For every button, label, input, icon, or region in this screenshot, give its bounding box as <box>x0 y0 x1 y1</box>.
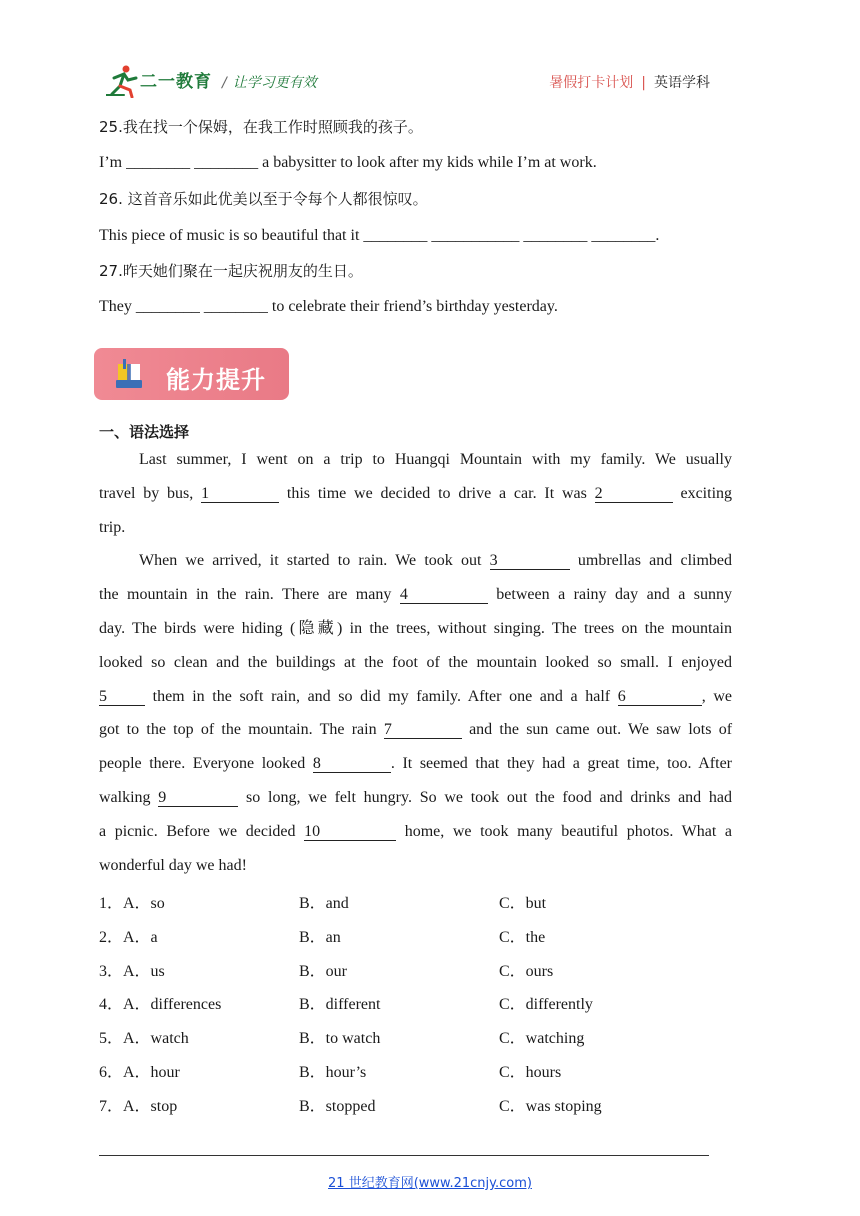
option-c[interactable]: C．was stoping <box>499 1097 602 1115</box>
blank-5[interactable]: 5 <box>99 688 145 706</box>
option-c[interactable]: C．watching <box>499 1030 585 1048</box>
option-c[interactable]: C．the <box>499 928 546 946</box>
badge-title: 能力提升 <box>166 366 266 394</box>
passage-line: trip. <box>99 518 126 536</box>
option-c[interactable]: C．hours <box>499 1063 562 1081</box>
passage-line: When we arrived, it started to rain. We took out 3 umbrellas and climbed <box>139 552 733 570</box>
option-c[interactable]: C．ours <box>499 962 554 980</box>
passage-line: people there. Everyone looked 8 . It seemed that they had a great time, too. After <box>99 755 733 773</box>
option-c[interactable]: C．differently <box>499 996 593 1014</box>
answer-options <box>99 882 739 1119</box>
blank-9[interactable]: 9 <box>158 789 238 807</box>
passage-line: Last summer, I went on a trip to Huangqi Mountain with my family. We usually <box>139 451 732 468</box>
slogan-separator: / <box>222 75 227 91</box>
question-27-english: They ________ ________ to celebrate their friend’s birthday yesterday. <box>99 298 558 315</box>
option-row <box>99 1051 739 1085</box>
passage-line: got to the top of the mountain. The rain 7 and the sun came out. We saw lots of <box>99 721 733 739</box>
passage-line: looked so clean and the buildings at the foot of the mountain looked so small. I enjoyed <box>99 653 732 671</box>
passage-line: travel by bus, 1 this time we decided to drive a car. It was 2 exciting <box>99 484 733 502</box>
option-b[interactable]: B．an <box>299 928 341 946</box>
question-27-chinese: 27.昨天她们聚在一起庆祝朋友的生日。 <box>99 262 363 280</box>
option-a[interactable]: 7．A．stop <box>99 1097 178 1115</box>
question-25-chinese: 25.我在找一个保姆，在我工作时照顾我的孩子。 <box>99 118 423 136</box>
header-right <box>549 72 710 92</box>
blank-7[interactable]: 7 <box>384 721 462 739</box>
option-row <box>99 916 739 950</box>
section-title: 一、语法选择 <box>99 423 190 441</box>
question-25-english: I’m ________ ________ a babysitter to look after my kids while I’m at work. <box>99 154 597 171</box>
option-a[interactable]: 1．A．so <box>99 895 165 912</box>
page-header <box>0 0 860 110</box>
passage <box>99 443 732 882</box>
footer-divider <box>99 1155 709 1156</box>
option-a[interactable]: 6．A．hour <box>99 1063 180 1081</box>
brand-name: 二一教育 <box>140 72 212 92</box>
option-b[interactable]: B．to watch <box>299 1030 381 1048</box>
subject-label: 英语学科 <box>654 75 710 91</box>
passage-line: day. The birds were hiding (隐藏) in the trees, without singing. The trees on the mountain <box>99 619 732 637</box>
passage-line: 5 them in the soft rain, and so did my family. After one and a half 6 , we <box>99 687 733 705</box>
blank-1[interactable]: 1 <box>201 485 279 503</box>
passage-line: walking 9 so long, we felt hungry. So we took out the food and drinks and had <box>99 788 733 806</box>
option-b[interactable]: B．hour’s <box>299 1063 367 1081</box>
blank-3[interactable]: 3 <box>490 552 570 570</box>
plan-label: 暑假打卡计划 <box>549 75 634 91</box>
header-divider: | <box>641 75 646 91</box>
footer-link[interactable]: 21 世纪教育网(www.21cnjy.com) <box>328 1176 532 1191</box>
passage-line: wonderful day we had! <box>99 856 247 874</box>
question-26-english: This piece of music is so beautiful that it ________ ___________ ________ ________. <box>99 227 660 244</box>
passage-line: the mountain in the rain. There are many 4 between a rainy day and a sunny <box>99 586 733 604</box>
blank-2[interactable]: 2 <box>595 485 673 503</box>
option-b[interactable]: B．our <box>299 962 348 980</box>
slogan <box>222 72 317 92</box>
blank-4[interactable]: 4 <box>400 586 488 604</box>
option-b[interactable]: B．and <box>299 895 349 912</box>
question-26-chinese: 26. 这首音乐如此优美以至于令每个人都很惊叹。 <box>99 190 428 208</box>
book-icon <box>114 358 144 390</box>
option-row <box>99 882 739 916</box>
ability-section-badge <box>94 348 289 400</box>
option-row <box>99 1017 739 1051</box>
running-man-logo-icon <box>106 64 142 98</box>
option-a[interactable]: 5．A．watch <box>99 1030 189 1048</box>
blank-8[interactable]: 8 <box>313 755 391 773</box>
option-c[interactable]: C．but <box>499 895 547 912</box>
option-a[interactable]: 3．A．us <box>99 962 165 980</box>
blank-10[interactable]: 10 <box>304 823 396 841</box>
option-b[interactable]: B．stopped <box>299 1097 376 1115</box>
passage-line: a picnic. Before we decided 10 home, we took many beautiful photos. What a <box>99 822 733 840</box>
option-a[interactable]: 2．A．a <box>99 928 158 946</box>
blank-6[interactable]: 6 <box>618 688 702 706</box>
option-row <box>99 950 739 984</box>
option-a[interactable]: 4．A．differences <box>99 996 222 1014</box>
option-row <box>99 1085 739 1119</box>
option-b[interactable]: B．different <box>299 996 381 1014</box>
option-row <box>99 983 739 1017</box>
slogan-text: 让学习更有效 <box>232 75 317 91</box>
